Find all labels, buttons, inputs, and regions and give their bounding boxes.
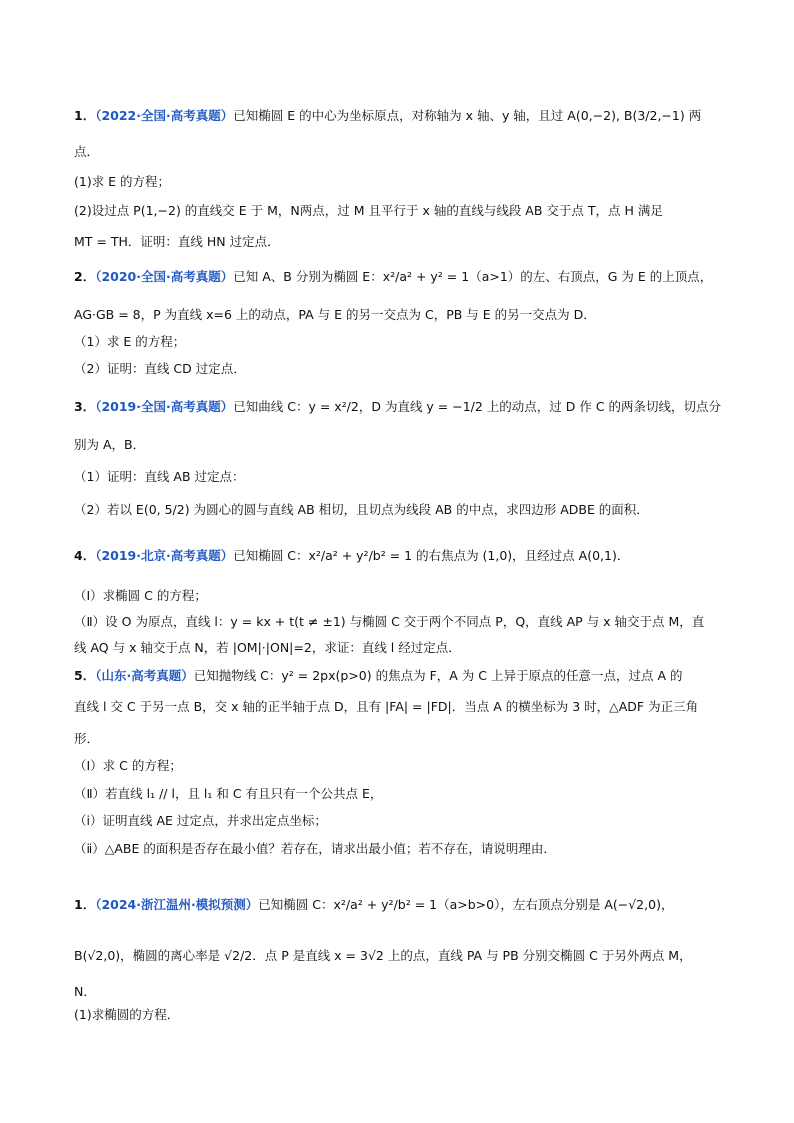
problem-text: （Ⅰ）求 C 的方程； xyxy=(74,758,182,773)
problem-source: （2019·全国·高考真题） xyxy=(95,399,234,414)
text-line-q1-l1 xyxy=(74,895,734,915)
problem-number: 3． xyxy=(74,399,96,414)
problem-text: 直线 l 交 C 于另一点 B，交 x 轴的正半轴于点 D，且有 |FA| = |FD|．当点 A 的横坐标为 3 时，△ADF 为正三角 xyxy=(74,699,699,714)
text-line-p4-l4 xyxy=(74,638,734,658)
problem-source: （2022·全国·高考真题） xyxy=(95,108,234,123)
text-line-p1-l2 xyxy=(74,142,734,162)
problem-text: (1)求椭圆的方程． xyxy=(74,1007,180,1022)
problem-text: （ⅱ）△ABE 的面积是否存在最小值？若存在，请求出最小值；若不存在，请说明理由． xyxy=(74,841,556,856)
text-line-p3-l1 xyxy=(74,397,734,417)
problem-number: 2． xyxy=(74,269,96,284)
text-line-p2-l4 xyxy=(74,359,734,379)
problem-text: （2）若以 E(0, 5/2) 为圆心的圆与直线 AB 相切，且切点为线段 AB 的中点，求四边形 ADBE 的面积． xyxy=(74,502,649,517)
problem-text: （Ⅰ）求椭圆 C 的方程； xyxy=(74,588,207,603)
problem-number: 4． xyxy=(74,548,96,563)
text-line-q1-l4 xyxy=(74,1005,734,1025)
problem-text: 已知椭圆 C：x²/a² + y²/b² = 1 的右焦点为 (1,0)，且经过点 A(0,1)． xyxy=(233,548,630,563)
problem-text: N． xyxy=(74,984,96,999)
problem-text: AG·GB = 8，P 为直线 x=6 上的动点，PA 与 E 的另一交点为 C，PB 与 E 的另一交点为 D． xyxy=(74,307,596,322)
text-line-p1-l5 xyxy=(74,232,734,252)
text-line-p3-l2 xyxy=(74,435,734,455)
problem-text: 已知曲线 C：y = x²/2，D 为直线 y = −1/2 上的动点，过 D 作 C 的两条切线，切点分 xyxy=(233,399,722,414)
problem-text: 已知 A、B 分别为椭圆 E：x²/a² + y² = 1（a>1）的左、右顶点，G 为 E 的上顶点， xyxy=(233,269,713,284)
text-line-p5-l7 xyxy=(74,839,734,859)
problem-number: 1． xyxy=(74,897,96,912)
text-line-p4-l2 xyxy=(74,586,734,606)
problem-source: （2024·浙江温州·模拟预测） xyxy=(95,897,259,912)
problem-text: 点． xyxy=(74,144,100,159)
problem-text: B(√2,0)，椭圆的离心率是 √2/2．点 P 是直线 x = 3√2 上的点，直线 PA 与 PB 分别交椭圆 C 于另外两点 M， xyxy=(74,948,692,963)
problem-text: 已知抛物线 C：y² = 2px(p>0) 的焦点为 F，A 为 C 上异于原点的任意一点，过点 A 的 xyxy=(193,668,683,683)
text-line-p3-l3 xyxy=(74,467,734,487)
problem-text: MT = TH．证明：直线 HN 过定点． xyxy=(74,234,280,249)
text-line-p5-l4 xyxy=(74,756,734,776)
text-line-p3-l4 xyxy=(74,500,734,520)
text-line-q1-l3 xyxy=(74,982,734,1002)
problem-text: 已知椭圆 E 的中心为坐标原点，对称轴为 x 轴、y 轴，且过 A(0,−2), B(3/2,−1) 两 xyxy=(233,108,702,123)
text-line-p4-l3 xyxy=(74,612,734,632)
problem-text: 形． xyxy=(74,731,100,746)
problem-text: 线 AQ 与 x 轴交于点 N，若 |OM|·|ON|=2，求证：直线 l 经过定点． xyxy=(74,640,461,655)
problem-text: （Ⅱ）设 O 为原点，直线 l：y = kx + t(t ≠ ±1) 与椭圆 C 交于两个不同点 P，Q，直线 AP 与 x 轴交于点 M，直 xyxy=(74,614,705,629)
problem-source: （山东·高考真题） xyxy=(95,668,194,683)
text-line-p2-l1 xyxy=(74,267,734,287)
problem-number: 5． xyxy=(74,668,96,683)
problem-text: （2）证明：直线 CD 过定点． xyxy=(74,361,246,376)
problem-source: （2020·全国·高考真题） xyxy=(95,269,234,284)
problem-text: 别为 A，B． xyxy=(74,437,146,452)
text-line-p1-l4 xyxy=(74,201,734,221)
text-line-p2-l3 xyxy=(74,332,734,352)
problem-source: （2019·北京·高考真题） xyxy=(95,548,234,563)
text-line-p1-l3 xyxy=(74,172,734,192)
text-line-p5-l3 xyxy=(74,729,734,749)
problem-text: （ⅰ）证明直线 AE 过定点，并求出定点坐标； xyxy=(74,813,327,828)
problem-text: (2)设过点 P(1,−2) 的直线交 E 于 M，N两点，过 M 且平行于 x 轴的直线与线段 AB 交于点 T，点 H 满足 xyxy=(74,203,663,218)
text-line-p5-l2 xyxy=(74,697,734,717)
problem-text: 已知椭圆 C：x²/a² + y²/b² = 1（a>b>0），左右顶点分别是 A(−√2,0)， xyxy=(258,897,674,912)
text-line-p5-l1 xyxy=(74,666,734,686)
problem-number: 1． xyxy=(74,108,96,123)
text-line-p2-l2 xyxy=(74,305,734,325)
text-line-p4-l1 xyxy=(74,546,734,566)
problem-text: （Ⅱ）若直线 l₁ // l，且 l₁ 和 C 有且只有一个公共点 E， xyxy=(74,786,383,801)
text-line-p5-l5 xyxy=(74,784,734,804)
problem-text: （1）求 E 的方程； xyxy=(74,334,186,349)
problem-text: （1）证明：直线 AB 过定点： xyxy=(74,469,245,484)
text-line-q1-l2 xyxy=(74,946,734,966)
text-line-p1-l1 xyxy=(74,106,734,126)
problem-text: (1)求 E 的方程； xyxy=(74,174,171,189)
text-line-p5-l6 xyxy=(74,811,734,831)
